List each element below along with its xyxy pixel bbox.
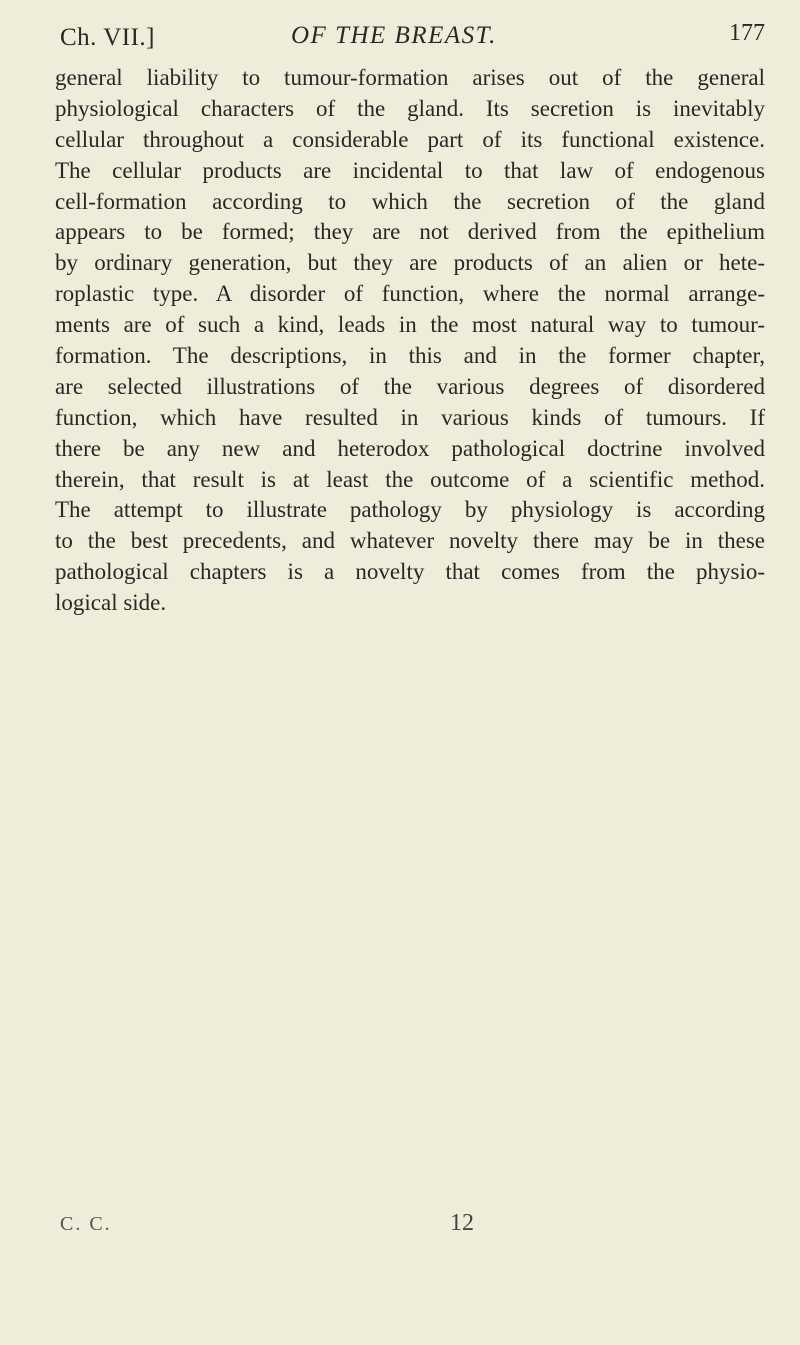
text-line: logical side. bbox=[55, 590, 167, 616]
text-line: function, which have resulted in various kinds of tumours. If bbox=[55, 404, 765, 430]
text-line: formation. The descriptions, in this and in the former chapter, bbox=[55, 343, 765, 369]
text-line: cell-formation according to which the secretion of the gland bbox=[55, 188, 765, 214]
text-line: are selected illustrations of the various degrees of disordered bbox=[55, 373, 765, 399]
text-line: to the best precedents, and whatever novelty there may be in these bbox=[55, 528, 765, 554]
text-line: general liability to tumour-formation arises out of the general bbox=[55, 65, 765, 90]
page-number: 177 bbox=[729, 20, 765, 46]
text-line: ments are of such a kind, leads in the most natural way to tumour- bbox=[55, 312, 765, 338]
body-paragraph bbox=[55, 63, 765, 619]
text-line: therein, that result is at least the outcome of a scientific method. bbox=[55, 466, 765, 492]
text-line: physiological characters of the gland. Its secretion is inevitably bbox=[55, 95, 765, 121]
text-line: cellular throughout a considerable part of its functional existence. bbox=[55, 126, 765, 152]
text-line: The attempt to illustrate pathology by physiology is according bbox=[55, 497, 765, 523]
text-line: there be any new and heterodox pathological doctrine involved bbox=[55, 435, 765, 461]
text-line: appears to be formed; they are not derived from the epithelium bbox=[55, 219, 765, 245]
text-line: by ordinary generation, but they are products of an alien or hete- bbox=[55, 250, 765, 276]
chapter-label: Ch. VII.] bbox=[60, 24, 156, 51]
running-title: OF THE BREAST. bbox=[291, 22, 497, 49]
signature-mark: C. C. bbox=[60, 1213, 112, 1235]
text-line: pathological chapters is a novelty that comes from the physio- bbox=[55, 559, 765, 585]
signature-footer bbox=[60, 1210, 720, 1243]
running-head bbox=[60, 18, 765, 54]
text-line: The cellular products are incidental to that law of endogenous bbox=[55, 157, 765, 183]
signature-number: 12 bbox=[450, 1210, 474, 1236]
text-line: roplastic type. A disorder of function, where the normal arrange- bbox=[55, 281, 765, 307]
